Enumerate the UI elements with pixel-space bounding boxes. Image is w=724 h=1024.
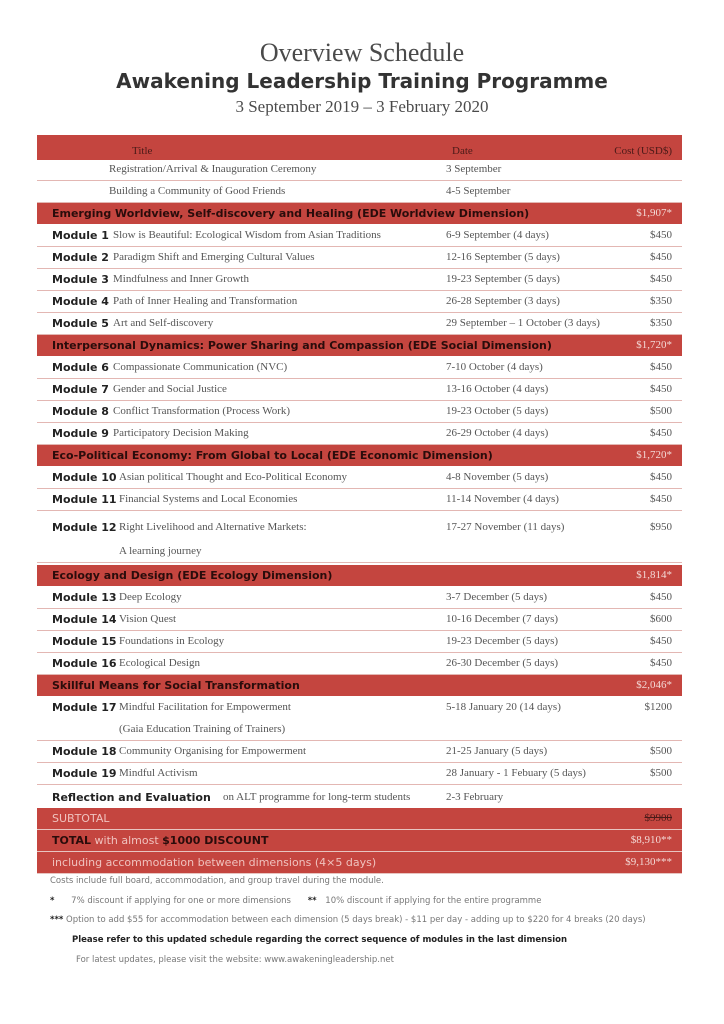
table-row xyxy=(37,357,682,379)
module-cost: $450 xyxy=(650,273,672,285)
note-updated-schedule: Please refer to this updated schedule regarding the correct sequence of modules in the last dimension xyxy=(72,935,568,945)
section-header xyxy=(37,675,682,696)
module-date: 5-18 January 20 (14 days) xyxy=(446,701,561,713)
summary-cost: $8,910** xyxy=(630,834,672,846)
table-header xyxy=(37,135,682,160)
table-row xyxy=(37,313,682,335)
module-title: Art and Self-discovery xyxy=(113,317,214,329)
section-title: Interpersonal Dynamics: Power Sharing and Compassion (EDE Social Dimension) xyxy=(52,339,552,352)
date-range: 3 September 2019 – 3 February 2020 xyxy=(235,97,489,116)
table-row xyxy=(37,467,682,489)
module-title: Deep Ecology xyxy=(119,591,182,603)
module-title: (Gaia Education Training of Trainers) xyxy=(119,723,286,735)
summary-row xyxy=(37,830,682,852)
module-number: Module 9 xyxy=(52,427,109,440)
module-cost: $600 xyxy=(650,613,672,625)
module-title: Right Livelihood and Alternative Markets: xyxy=(119,521,307,533)
module-title: Building a Community of Good Friends xyxy=(109,185,286,197)
note-accommodation xyxy=(50,915,646,925)
module-title: Gender and Social Justice xyxy=(113,383,227,395)
module-cost: $450 xyxy=(650,251,672,263)
module-title: Community Organising for Empowerment xyxy=(119,745,307,757)
table-row xyxy=(37,517,682,538)
section-header xyxy=(37,445,682,466)
table-row xyxy=(37,541,682,563)
table-row xyxy=(37,159,682,181)
module-number: Module 10 xyxy=(52,471,117,484)
module-cost: $950 xyxy=(650,521,672,533)
module-number: Module 16 xyxy=(52,657,117,670)
module-number: Module 11 xyxy=(52,493,117,506)
module-number: Module 4 xyxy=(52,295,109,308)
note-star-3: *** xyxy=(50,915,64,925)
module-cost: $450 xyxy=(650,471,672,483)
module-title: Vision Quest xyxy=(119,613,177,625)
table-row xyxy=(37,741,682,763)
module-number: Module 12 xyxy=(52,521,117,534)
module-date: 26-29 October (4 days) xyxy=(446,427,549,439)
column-title: Title xyxy=(132,145,153,157)
section-title: Ecology and Design (EDE Ecology Dimension) xyxy=(52,569,333,582)
module-title: Path of Inner Healing and Transformation xyxy=(113,295,298,307)
module-date: 4-8 November (5 days) xyxy=(446,471,549,483)
summary-cost: $9900 xyxy=(644,812,672,824)
module-number: Module 1 xyxy=(52,229,109,242)
note-discount-programme: 10% discount if applying for the entire programme xyxy=(325,896,542,906)
section-header xyxy=(37,203,682,224)
table-row xyxy=(37,609,682,631)
module-date: 26-28 September (3 days) xyxy=(446,295,560,307)
table-row xyxy=(37,697,682,718)
programme-name: Awakening Leadership Training Programme xyxy=(116,69,608,93)
section-cost: $1,720* xyxy=(636,449,672,461)
module-number: Module 5 xyxy=(52,317,109,330)
note-website: For latest updates, please visit the website: www.awakeningleadership.net xyxy=(76,955,394,965)
module-cost: $500 xyxy=(650,405,672,417)
table-row xyxy=(37,787,682,809)
module-date: 11-14 November (4 days) xyxy=(446,493,559,505)
table-row xyxy=(37,423,682,445)
section-header xyxy=(37,565,682,586)
note-discount-dimension: 7% discount if applying for one or more dimensions xyxy=(71,896,291,906)
module-number: Module 17 xyxy=(52,701,117,714)
module-title: Mindfulness and Inner Growth xyxy=(113,273,249,285)
module-title: Asian political Thought and Eco-Political Economy xyxy=(119,471,348,483)
section-cost: $1,814* xyxy=(636,569,672,581)
module-title: Participatory Decision Making xyxy=(113,427,249,439)
module-date: 29 September – 1 October (3 days) xyxy=(446,317,600,329)
module-cost: $450 xyxy=(650,229,672,241)
summary-label: TOTAL with almost $1000 DISCOUNT xyxy=(52,834,269,847)
table-row xyxy=(37,763,682,785)
module-title: Paradigm Shift and Emerging Cultural Values xyxy=(113,251,315,263)
table-row xyxy=(37,225,682,247)
module-number: Module 7 xyxy=(52,383,109,396)
module-title: Mindful Activism xyxy=(119,767,198,779)
summary-cost: $9,130*** xyxy=(625,856,672,868)
module-title: Registration/Arrival & Inauguration Ceremony xyxy=(109,163,317,175)
module-cost: $500 xyxy=(650,745,672,757)
module-title: Financial Systems and Local Economies xyxy=(119,493,298,505)
table-row xyxy=(37,379,682,401)
module-number: Reflection and Evaluation xyxy=(52,791,211,804)
module-number: Module 13 xyxy=(52,591,117,604)
module-title: Ecological Design xyxy=(119,657,200,669)
column-cost: Cost (USD$) xyxy=(614,145,672,157)
note-discounts xyxy=(50,896,541,906)
note-accommodation-text: Option to add $55 for accommodation between each dimension (5 days break) - $11 per day - adding up to $220 for 4 breaks (20 days) xyxy=(66,915,646,925)
summary-label: SUBTOTAL xyxy=(52,812,110,825)
table-row xyxy=(37,401,682,423)
page-title: Overview Schedule xyxy=(259,38,465,67)
module-cost: $450 xyxy=(650,427,672,439)
table-row xyxy=(37,631,682,653)
module-date: 26-30 December (5 days) xyxy=(446,657,559,669)
module-title: Foundations in Ecology xyxy=(119,635,225,647)
module-date: 13-16 October (4 days) xyxy=(446,383,549,395)
table-row xyxy=(37,269,682,291)
module-number: Module 19 xyxy=(52,767,117,780)
section-title: Skillful Means for Social Transformation xyxy=(52,679,300,692)
table-row xyxy=(37,719,682,741)
module-cost: $450 xyxy=(650,493,672,505)
module-title: Mindful Facilitation for Empowerment xyxy=(119,701,291,713)
module-cost: $450 xyxy=(650,657,672,669)
module-date: 10-16 December (7 days) xyxy=(446,613,559,625)
module-date: 3 September xyxy=(446,163,502,175)
module-number: Module 15 xyxy=(52,635,117,648)
table-row xyxy=(37,489,682,511)
module-title: Conflict Transformation (Process Work) xyxy=(113,405,291,417)
table-row xyxy=(37,587,682,609)
table-row xyxy=(37,291,682,313)
module-cost: $350 xyxy=(650,317,672,329)
module-cost: $450 xyxy=(650,591,672,603)
module-number: Module 6 xyxy=(52,361,109,374)
module-cost: $350 xyxy=(650,295,672,307)
module-cost: $450 xyxy=(650,383,672,395)
summary-row xyxy=(37,852,682,874)
module-date: 19-23 October (5 days) xyxy=(446,405,549,417)
summary-label: including accommodation between dimensions (4×5 days) xyxy=(52,856,377,869)
section-cost: $2,046* xyxy=(636,679,672,691)
summary-row xyxy=(37,808,682,830)
note-star-1: * xyxy=(50,896,55,906)
section-header xyxy=(37,335,682,356)
module-title: Compassionate Communication (NVC) xyxy=(113,361,288,373)
module-number: Module 2 xyxy=(52,251,109,264)
module-number: Module 3 xyxy=(52,273,109,286)
module-date: 6-9 September (4 days) xyxy=(446,229,549,241)
module-cost: $1200 xyxy=(644,701,672,713)
section-title: Emerging Worldview, Self-discovery and Healing (EDE Worldview Dimension) xyxy=(52,207,530,220)
module-cost: $450 xyxy=(650,635,672,647)
column-date: Date xyxy=(452,145,473,157)
module-title: Slow is Beautiful: Ecological Wisdom from Asian Traditions xyxy=(113,229,381,241)
note-star-2: ** xyxy=(307,896,317,906)
module-date: 28 January - 1 Febuary (5 days) xyxy=(446,767,586,779)
module-number: Module 8 xyxy=(52,405,109,418)
note-costs: Costs include full board, accommodation, and group travel during the module. xyxy=(50,876,384,886)
table-row xyxy=(37,653,682,675)
module-date: 21-25 January (5 days) xyxy=(446,745,548,757)
table-row xyxy=(37,247,682,269)
module-title: A learning journey xyxy=(119,545,202,557)
section-cost: $1,720* xyxy=(636,339,672,351)
section-title: Eco-Political Economy: From Global to Local (EDE Economic Dimension) xyxy=(52,449,493,462)
module-number: Module 14 xyxy=(52,613,117,626)
module-number: Module 18 xyxy=(52,745,117,758)
module-date: 7-10 October (4 days) xyxy=(446,361,543,373)
module-title: on ALT programme for long-term students xyxy=(223,791,411,803)
module-date: 19-23 September (5 days) xyxy=(446,273,560,285)
module-cost: $450 xyxy=(650,361,672,373)
module-date: 2-3 February xyxy=(446,791,504,803)
module-date: 4-5 September xyxy=(446,185,511,197)
module-cost: $500 xyxy=(650,767,672,779)
module-date: 12-16 September (5 days) xyxy=(446,251,560,263)
module-date: 19-23 December (5 days) xyxy=(446,635,559,647)
module-date: 17-27 November (11 days) xyxy=(446,521,565,533)
module-date: 3-7 December (5 days) xyxy=(446,591,548,603)
section-cost: $1,907* xyxy=(636,207,672,219)
table-row xyxy=(37,181,682,203)
